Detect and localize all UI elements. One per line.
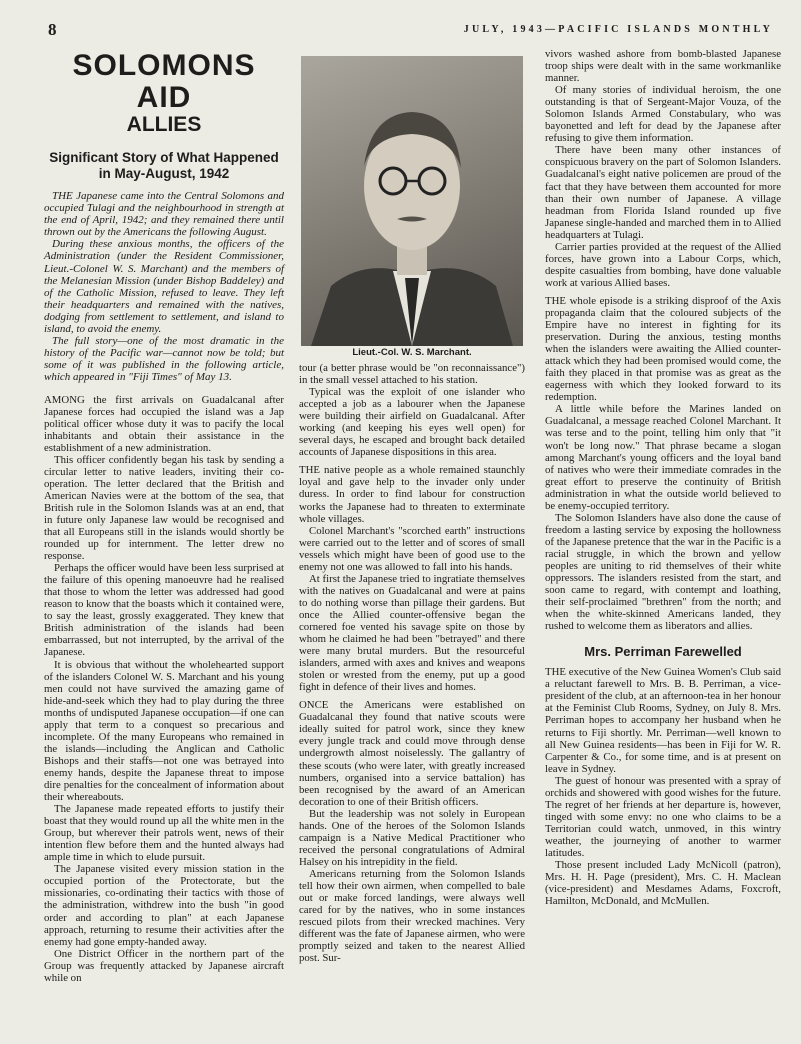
article-title-line2: ALLIES: [126, 113, 202, 136]
intro-para: The full story—one of the most dramatic in the history of the Pacific war—cannot now be told; but some of it was published in the following article, which appeared in "Fiji Times" of May 13.: [44, 335, 284, 384]
body-para: AMONG the first arrivals on Guadalcanal after Japanese forces had occupied the island was a Jap political officer whose duty it was to pacify the local inhabitants and obtain their assistance in the establishment of a new administration.: [44, 393, 284, 454]
article-intro: [44, 190, 284, 384]
body-para: A little while before the Marines landed on Guadalcanal, a message reached Colonel Marchant. It was terse and to the point, telling him only that "it won't be long now." That phrase became a slogan among Marchant's young officers and the loyal band of natives who were their immediate comrades in the great effort to preserve the continuity of British administration in what the outside world believed to be enemy-occupied territory.: [545, 403, 781, 512]
body-para: ONCE the Americans were established on Guadalcanal they found that native scouts were ideally suited for patrol work, since they knew every jungle track and could move through dense undergrowth almost noiselessly. The gallantry of these scouts (who were later, with greatly increased numbers, organised into a service battalion) has been recognised by the award of an American decoration to one of their British officers.: [299, 699, 525, 808]
body-para: At first the Japanese tried to ingratiate themselves with the natives on Guadalcanal and were at pains to do nothing worse than pillage their gardens. But once the Allied counter-offensive began the cornered foe vented his savage spite on those by whom he claimed he had been "betrayed" and there were many brutal murders. But the resourceful islanders, armed with axes and knives and weapons stolen or wrested from the enemy, put up a good fight in defence of their lives and homes.: [299, 572, 525, 694]
column-3: [545, 48, 781, 907]
farewell-para: THE executive of the New Guinea Women's Club said a reluctant farewell to Mrs. B. B. Perriman, a vice-president of the club, at an afternoon-tea in her honour at the Feminist Club Rooms, Sydney, on July 8. Mrs. Perriman hopes to accompany her husband when he returns to Fiji shortly. Mr. Perriman—well known to all New Guinea residents—has been in Fiji for W. R. Carpenter & Co., for some time, and is at present on leave in Sydney.: [545, 666, 781, 775]
farewell-para: Those present included Lady McNicoll (patron), Mrs. H. H. Page (president), Mrs. C. H. Maclean (vice-president) and Mesdames Adams, Foxcroft, Hamilton, McDonald, and McMullen.: [545, 859, 781, 908]
portrait-illustration: [301, 56, 523, 346]
body-para: The Japanese made repeated efforts to justify their boast that they would round up all the white men in the Group, but wherever their patrols went, news of their intention flew before them and the hunted always had ample time in which to elude pursuit.: [44, 803, 284, 864]
body-para: This officer confidently began his task by sending a circular letter to native leaders, inviting their co-operation. The letter declared that the British and American Navies were at the bottom of the sea, that British rule in the Solomon Islands was at an end, that in future only Japanese law would be recognised and that all Europeans still in the islands would shortly be rounded up for internment. The letter drew no response.: [44, 453, 284, 563]
page-number: 8: [48, 20, 57, 39]
body-para: The Japanese visited every mission station in the occupied portion of the Protectorate, but the missionaries, co-ordinating their tactics with those of the administration, withdrew into the bush "in good order and according to plan" at each Japanese approach, returning to resume their activities after the enemy had gone empty-handed away.: [44, 863, 284, 948]
body-para: Typical was the exploit of one islander who accepted a job as a labourer when the Japanese were building their airfield on Guadalcanal. After working (and keeping his eyes well open) for several days, he escaped and brought back detailed accounts of Japanese dispositions in this area.: [299, 386, 525, 459]
body-para: tour (a better phrase would be "on reconnaissance") in the small vessel attached to his station.: [299, 362, 525, 387]
column-1: [44, 48, 284, 984]
body-para: THE native people as a whole remained staunchly loyal and gave help to the invader only under duress. In order to find labour for construction works the Japanese had to threaten to exterminate whole villages.: [299, 464, 525, 525]
body-para: Perhaps the officer would have been less surprised at the failure of this opening manoeuvre had he realised that those to whom the letter was addressed had good reason to know that the boasts which it contained were, to say the least, grossly exaggerated. They knew that British administration of the islands had been embarrassed, but not interrupted, by the arrival of the Japanese.: [44, 562, 284, 659]
intro-para: During these anxious months, the officers of the Administration (under the Resident Commissioner, Lieut.-Colonel W. S. Marchant) and the members of the Melanesian Mission (under Bishop Baddeley) and of the Catholic Mission, refused to leave. They left their headquarters and remained with the natives, dodging from settlement to settlement, and island to island, to avoid the enemy.: [44, 238, 284, 336]
body-para: One District Officer in the northern part of the Group was frequently attacked by Japanese aircraft while on: [44, 947, 284, 984]
body-para: Carrier parties provided at the request of the Allied forces, have grown into a Labour Corps, which, despite casualties from bombing, have done valuable work at various Allied bases.: [545, 240, 781, 289]
body-para: There have been many other instances of conspicuous bravery on the part of Solomon Islanders. Guadalcanal's eight native policemen are proud of the fact that they have between them accounted for more than their own number of Japanese. A village headman from Florida Island rounded up five Japanese single-handed and marched them in to Allied headquarters at Tulagi.: [545, 144, 781, 241]
running-head: JULY, 1943—PACIFIC ISLANDS MONTHLY: [463, 24, 773, 35]
body-para: Americans returning from the Solomon Islands tell how their own airmen, when compelled to bale out or make forced landings, were always well cared for by the natives, who in some instances rescued pilots from their wrecked machines. Very different was the fate of Japanese airmen, who were promptly seized and taken to the nearest Allied post. Sur-: [299, 867, 525, 965]
farewell-para: The guest of honour was presented with a spray of orchids and showered with good wishes for the future. The regret of her friends at her departure is, however, tinged with some envy: no one who claims to be a Territorian could watch, unmoved, in this wintry weather, the journeying of another to warmer latitudes.: [545, 774, 781, 859]
body-para: The Solomon Islanders have also done the cause of freedom a lasting service by exposing the hollowness of the Japanese pretence that the war in the Pacific is a racial struggle, in which the brown and yellow peoples are uniting to rid themselves of their white oppressors. The islanders resisted from the start, and soon came to regard, with contempt and loathing, their self-proclaimed "brethren" from the north; and when the white-skinned Americans landed, they rushed to welcome them as liberators and allies.: [545, 511, 781, 633]
body-para: Of many stories of individual heroism, the one outstanding is that of Sergeant-Major Vouza, of the Solomon Islands Armed Constabulary, who was bayonetted and left for dead by the Japanese after refusing to give them information.: [545, 84, 781, 145]
article-subtitle: Significant Story of What Happened in May-August, 1942: [49, 150, 279, 181]
farewell-title: Mrs. Perriman Farewelled: [584, 644, 742, 660]
article-title-line1: SOLOMONS AID: [72, 49, 256, 114]
body-para: vivors washed ashore from bomb-blasted Japanese troop ships were dealt with in the same workmanlike manner.: [545, 48, 781, 85]
photo-caption: Lieut.-Col. W. S. Marchant.: [352, 347, 472, 358]
body-para: But the leadership was not solely in European hands. One of the heroes of the Solomon Islands campaign is a Native Medical Practitioner who received the personal congratulations of Admiral Halsey on his intrepidity in the field.: [299, 807, 525, 868]
body-para: It is obvious that without the wholehearted support of the islanders Colonel W. S. Marchant and his young men could not have survived the amazing game of hide-and-seek which they had to play during the three months of undisputed Japanese occupation—if one can apply that term to a conquest so precarious and incomplete. Of the many Europeans who remained in the islands—including the Anglican and Catholic Bishops and their staffs—not one was betrayed into enemy hands, despite the Japanese threat to impose dire penalties for the concealment of information about their whereabouts.: [44, 658, 284, 804]
intro-para: THE Japanese came into the Central Solomons and occupied Tulagi and the neighbourhood in strength at the end of April, 1942; and they remained there until thrown out by the Americans the following August.: [44, 190, 284, 239]
body-para: THE whole episode is a striking disproof of the Axis propaganda claim that the coloured subjects of the Empire have no interest in fighting for its preservation. During the anxious, testing months when the islanders were awaiting the Allied counter-attack which they had been promised would come, the faith they placed in that promise was as great as the eagerness with which they looked forward to its redemption.: [545, 294, 781, 404]
column-2: [299, 362, 525, 964]
portrait-photo: [301, 56, 523, 346]
body-para: Colonel Marchant's "scorched earth" instructions were carried out to the letter and of scores of small vessels which might have been of good use to the enemy not one was allowed to fall into his hands.: [299, 524, 525, 573]
